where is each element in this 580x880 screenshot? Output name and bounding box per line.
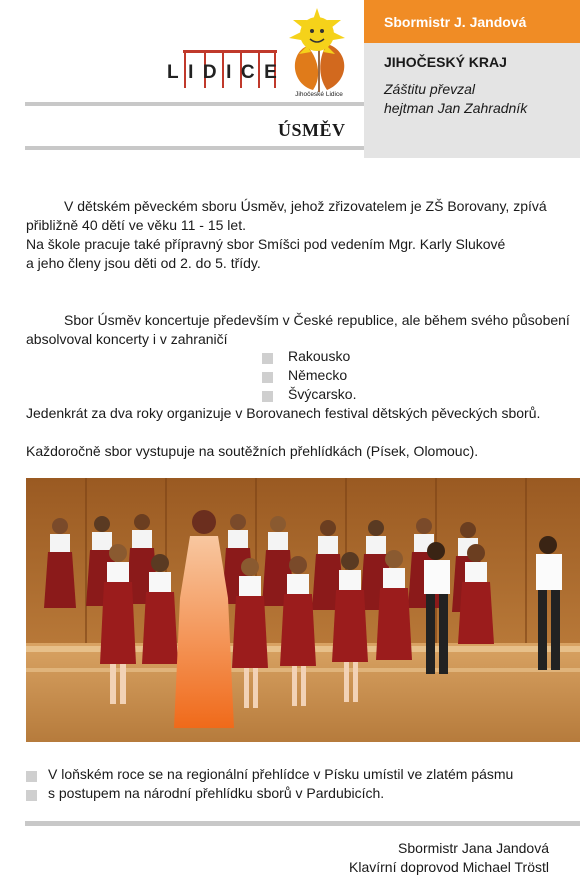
concerts-line-2: absolvoval koncerty i v zahraničí (26, 331, 228, 347)
lidice-logo (165, 44, 280, 92)
sun-logo-caption: Jihočeské Lidice (295, 91, 343, 98)
intro-line-4: a jeho členy jsou děti od 2. do 5. třídy. (26, 255, 261, 271)
choir-photo (26, 478, 580, 742)
country-1: Rakousko (288, 348, 351, 364)
intro-line-2: přibližně 40 dětí ve věku 11 - 15 let. (26, 217, 246, 233)
country-bullet-1 (262, 351, 273, 369)
country-2: Německo (288, 367, 348, 383)
intro-line-3: Na škole pracuje také přípravný sbor Smíšci pod vedením Mgr. Karly Slukové (26, 236, 506, 252)
achievement-bullet-1 (26, 769, 37, 787)
region-heading: JIHOČESKÝ KRAJ (384, 54, 507, 70)
patron-line-2: hejtman Jan Zahradník (384, 100, 528, 116)
country-3: Švýcarsko. (288, 386, 357, 402)
conductor-banner: Sbormistr J. Jandová (384, 14, 527, 30)
intro-line-1: V dětském pěveckém sboru Úsměv, jehož zřizovatelem je ZŠ Borovany, zpívá (64, 198, 547, 214)
choir-title: ÚSMĚV (278, 120, 346, 140)
conductor-signature: Sbormistr Jana Jandová (398, 840, 549, 856)
competitions-text: Každoročně sbor vystupuje na soutěžních přehlídkách (Písek, Olomouc). (26, 443, 479, 459)
accompanist-signature: Klavírní doprovod Michael Tröstl (349, 859, 549, 875)
patron-line-1: Záštitu převzal (384, 81, 476, 97)
achievement-line-2: s postupem na národní přehlídku sborů v Pardubicích. (48, 785, 385, 801)
footer-rule (25, 821, 580, 826)
title-rule-top (25, 102, 364, 106)
achievement-line-1: V loňském roce se na regionální přehlídce v Písku umístil ve zlatém pásmu (48, 766, 514, 782)
concerts-line-1: Sbor Úsměv koncertuje především v České republice, ale během svého působení (64, 312, 570, 328)
country-bullet-2 (262, 370, 273, 388)
title-rule-bottom (25, 146, 364, 150)
lidice-logo-text: LIDICE (167, 62, 280, 83)
festival-text: Jedenkrát za dva roky organizuje v Borovanech festival dětských pěveckých sborů. (26, 405, 541, 421)
sun-leaf-logo (283, 6, 355, 98)
achievement-bullet-2 (26, 788, 37, 806)
